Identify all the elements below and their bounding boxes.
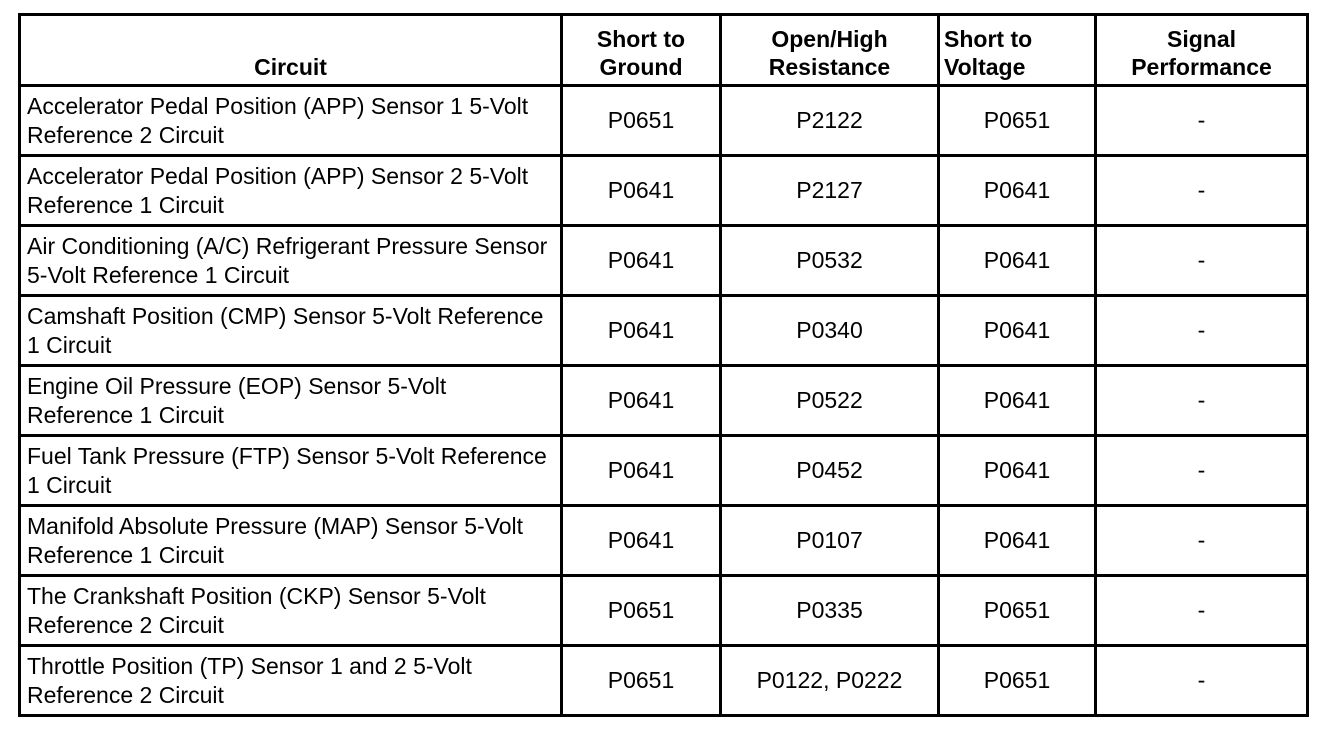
cell-open-high-resistance: P0452 xyxy=(721,436,939,506)
cell-circuit: Manifold Absolute Pressure (MAP) Sensor 5-Volt Reference 1 Circuit xyxy=(20,506,562,576)
cell-open-high-resistance: P0532 xyxy=(721,226,939,296)
cell-short-to-ground: P0651 xyxy=(562,576,721,646)
header-short-to-ground: Short to Ground xyxy=(562,15,721,86)
cell-signal-performance: - xyxy=(1096,576,1308,646)
header-signal-performance: Signal Performance xyxy=(1096,15,1308,86)
cell-open-high-resistance: P2122 xyxy=(721,86,939,156)
cell-open-high-resistance: P0340 xyxy=(721,296,939,366)
cell-open-high-resistance: P0522 xyxy=(721,366,939,436)
cell-short-to-voltage: P0641 xyxy=(939,436,1096,506)
cell-short-to-voltage: P0641 xyxy=(939,156,1096,226)
header-circuit: Circuit xyxy=(20,15,562,86)
cell-signal-performance: - xyxy=(1096,366,1308,436)
cell-circuit: Throttle Position (TP) Sensor 1 and 2 5-Volt Reference 2 Circuit xyxy=(20,646,562,716)
cell-short-to-ground: P0651 xyxy=(562,646,721,716)
cell-short-to-ground: P0641 xyxy=(562,296,721,366)
cell-circuit: Air Conditioning (A/C) Refrigerant Pressure Sensor 5-Volt Reference 1 Circuit xyxy=(20,226,562,296)
cell-short-to-voltage: P0651 xyxy=(939,646,1096,716)
cell-short-to-ground: P0651 xyxy=(562,86,721,156)
dtc-circuit-table xyxy=(18,13,1309,717)
cell-signal-performance: - xyxy=(1096,646,1308,716)
cell-short-to-voltage: P0651 xyxy=(939,576,1096,646)
cell-short-to-voltage: P0641 xyxy=(939,506,1096,576)
cell-signal-performance: - xyxy=(1096,86,1308,156)
header-short-to-voltage: Short to Voltage xyxy=(939,15,1096,86)
cell-short-to-voltage: P0641 xyxy=(939,366,1096,436)
cell-short-to-ground: P0641 xyxy=(562,366,721,436)
table-row xyxy=(20,646,1308,716)
table-row xyxy=(20,506,1308,576)
cell-short-to-ground: P0641 xyxy=(562,226,721,296)
table-row xyxy=(20,296,1308,366)
cell-short-to-ground: P0641 xyxy=(562,436,721,506)
cell-circuit: Accelerator Pedal Position (APP) Sensor 2 5-Volt Reference 1 Circuit xyxy=(20,156,562,226)
cell-open-high-resistance: P0107 xyxy=(721,506,939,576)
cell-signal-performance: - xyxy=(1096,296,1308,366)
cell-signal-performance: - xyxy=(1096,436,1308,506)
table-row xyxy=(20,86,1308,156)
cell-open-high-resistance: P0122, P0222 xyxy=(721,646,939,716)
cell-signal-performance: - xyxy=(1096,506,1308,576)
cell-signal-performance: - xyxy=(1096,156,1308,226)
cell-short-to-voltage: P0641 xyxy=(939,226,1096,296)
cell-short-to-ground: P0641 xyxy=(562,506,721,576)
cell-short-to-ground: P0641 xyxy=(562,156,721,226)
cell-circuit: Accelerator Pedal Position (APP) Sensor 1 5-Volt Reference 2 Circuit xyxy=(20,86,562,156)
table-row xyxy=(20,226,1308,296)
cell-circuit: Camshaft Position (CMP) Sensor 5-Volt Reference 1 Circuit xyxy=(20,296,562,366)
table-row xyxy=(20,156,1308,226)
table-row xyxy=(20,366,1308,436)
cell-circuit: Engine Oil Pressure (EOP) Sensor 5-Volt Reference 1 Circuit xyxy=(20,366,562,436)
table-row xyxy=(20,576,1308,646)
table-row xyxy=(20,436,1308,506)
table-header-row xyxy=(20,15,1308,86)
cell-signal-performance: - xyxy=(1096,226,1308,296)
cell-circuit: Fuel Tank Pressure (FTP) Sensor 5-Volt Reference 1 Circuit xyxy=(20,436,562,506)
cell-short-to-voltage: P0641 xyxy=(939,296,1096,366)
header-open-high-resistance: Open/High Resistance xyxy=(721,15,939,86)
cell-open-high-resistance: P2127 xyxy=(721,156,939,226)
cell-circuit: The Crankshaft Position (CKP) Sensor 5-Volt Reference 2 Circuit xyxy=(20,576,562,646)
cell-open-high-resistance: P0335 xyxy=(721,576,939,646)
cell-short-to-voltage: P0651 xyxy=(939,86,1096,156)
